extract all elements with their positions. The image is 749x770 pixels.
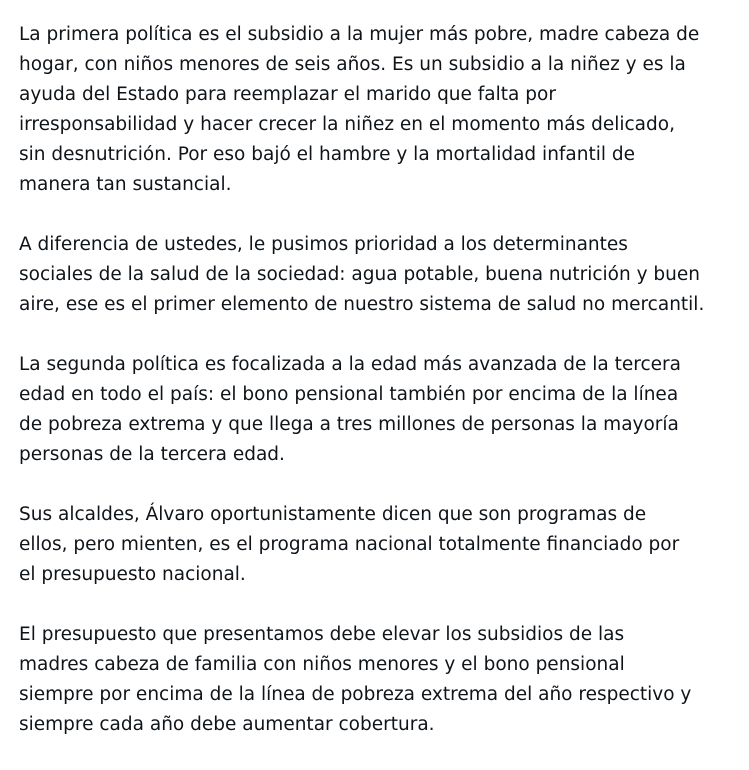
- post-paragraph-3: [19, 350, 731, 470]
- text-line: edad en todo el país: el bono pensional también por encima de la línea: [19, 384, 679, 405]
- text-line: de pobreza extrema y que llega a tres millones de personas la mayoría: [19, 414, 679, 435]
- text-line: siempre cada año debe aumentar cobertura.: [19, 714, 435, 735]
- post-paragraph-2: [19, 230, 731, 320]
- post-paragraph-5: [19, 620, 731, 740]
- text-line: sociales de la salud de la sociedad: agua potable, buena nutrición y buen: [19, 264, 701, 285]
- text-line: irresponsabilidad y hacer crecer la niñez en el momento más delicado,: [19, 114, 675, 135]
- text-line: La segunda política es focalizada a la edad más avanzada de la tercera: [19, 354, 681, 375]
- text-line: Sus alcaldes, Álvaro oportunistamente dicen que son programas de: [19, 504, 647, 525]
- post-paragraph-4: [19, 500, 731, 590]
- text-line: manera tan sustancial.: [19, 174, 232, 195]
- text-line: personas de la tercera edad.: [19, 444, 285, 465]
- text-line: aire, ese es el primer elemento de nuestro sistema de salud no mercantil.: [19, 294, 705, 315]
- text-line: hogar, con niños menores de seis años. Es un subsidio a la niñez y es la: [19, 54, 686, 75]
- text-line: el presupuesto nacional.: [19, 564, 246, 585]
- post-paragraph-1: [19, 20, 731, 200]
- text-line: ayuda del Estado para reemplazar el marido que falta por: [19, 84, 556, 105]
- text-line: La primera política es el subsidio a la mujer más pobre, madre cabeza de: [19, 24, 700, 45]
- text-line: ellos, pero mienten, es el programa nacional totalmente financiado por: [19, 534, 680, 555]
- text-line: sin desnutrición. Por eso bajó el hambre y la mortalidad infantil de: [19, 144, 636, 165]
- text-line: madres cabeza de familia con niños menores y el bono pensional: [19, 654, 625, 675]
- text-line: A diferencia de ustedes, le pusimos prioridad a los determinantes: [19, 234, 628, 255]
- text-line: El presupuesto que presentamos debe elevar los subsidios de las: [19, 624, 625, 645]
- post-text: [19, 20, 731, 770]
- text-line: siempre por encima de la línea de pobreza extrema del año respectivo y: [19, 684, 692, 705]
